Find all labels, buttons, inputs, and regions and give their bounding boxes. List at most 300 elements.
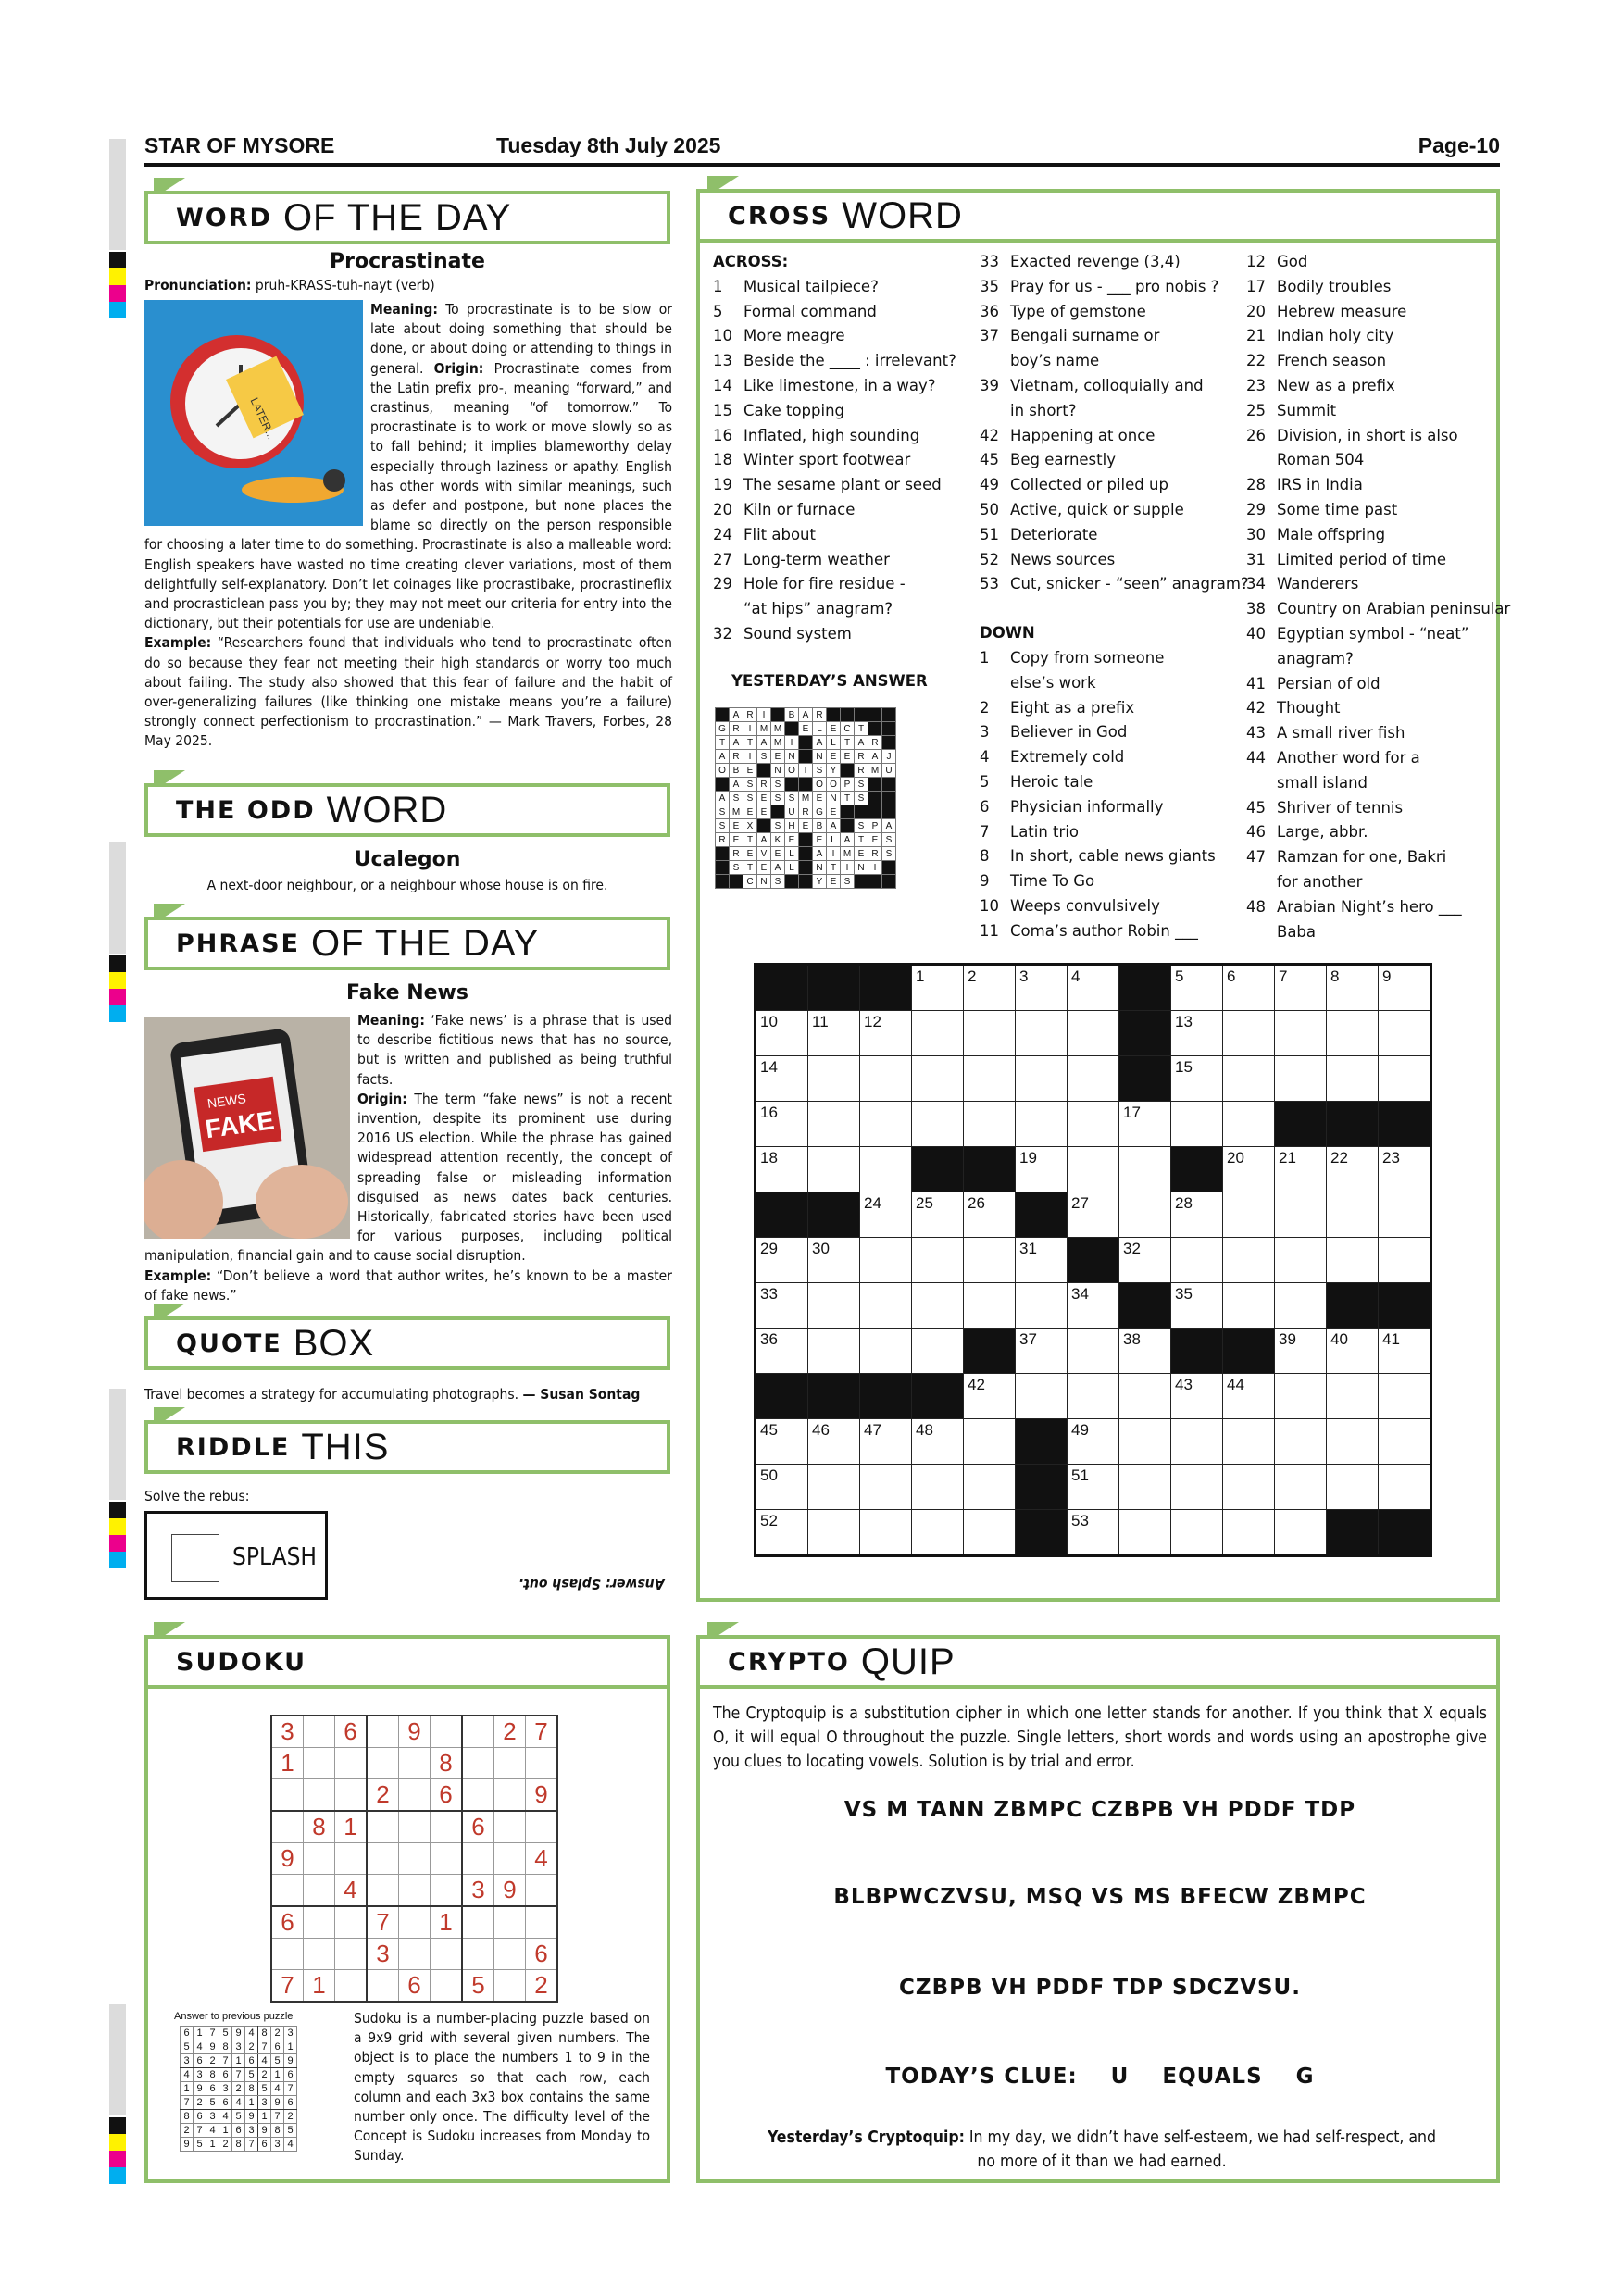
crossword-cell[interactable]	[1223, 1011, 1275, 1056]
crossword-cell[interactable]	[756, 1283, 808, 1329]
sudoku-cell[interactable]: 1	[335, 1811, 368, 1843]
crossword-cell[interactable]	[1327, 1238, 1379, 1283]
sudoku-cell[interactable]: 3	[462, 1875, 494, 1907]
crossword-cell[interactable]	[1171, 1192, 1223, 1238]
crossword-cell[interactable]	[1119, 1465, 1171, 1510]
sudoku-cell[interactable]	[271, 1939, 304, 1970]
clue-item	[1246, 845, 1496, 870]
sudoku-cell[interactable]	[431, 1970, 463, 2003]
crossword-cell[interactable]	[1016, 1329, 1068, 1374]
crossword-cell[interactable]	[964, 1238, 1016, 1283]
sudoku-cell[interactable]	[494, 1779, 526, 1812]
sudoku-cell[interactable]	[367, 1970, 399, 2003]
answer-cell: E	[827, 875, 841, 889]
crossword-cell[interactable]	[1275, 1056, 1327, 1102]
answer-cell: E	[799, 722, 813, 736]
crossword-cell[interactable]	[1275, 1374, 1327, 1419]
clue-text: Cake topping	[743, 401, 845, 419]
sudoku-cell[interactable]	[526, 1875, 558, 1907]
sudoku-cell[interactable]	[335, 1906, 368, 1939]
sudoku-cell[interactable]: 3	[367, 1939, 399, 1970]
answer-cell: X	[743, 819, 757, 833]
sudoku-cell[interactable]	[335, 1779, 368, 1812]
answer-cell: 5	[245, 2068, 258, 2082]
clue-item	[980, 572, 1249, 597]
clue-item	[1246, 696, 1496, 721]
crossword-cell[interactable]	[860, 1238, 912, 1283]
crossword-cell[interactable]	[1068, 1056, 1119, 1102]
crossword-cell[interactable]	[1119, 1147, 1171, 1192]
crossword-cell[interactable]	[1275, 1283, 1327, 1329]
black-square	[808, 1192, 860, 1238]
clue-text: Heroic tale	[1010, 772, 1093, 791]
crossword-cell[interactable]	[1016, 1147, 1068, 1192]
crossword-cell[interactable]	[912, 1510, 964, 1556]
crossword-cell[interactable]	[756, 1011, 808, 1056]
cell-number: 1	[916, 967, 925, 985]
answer-cell: S	[730, 861, 743, 875]
crossword-cell[interactable]	[1379, 1374, 1431, 1419]
cell-number: 38	[1123, 1330, 1141, 1348]
sudoku-cell[interactable]	[271, 1811, 304, 1843]
crossword-cell[interactable]	[1016, 1238, 1068, 1283]
clue-text: else’s work	[1010, 673, 1096, 692]
clue-item	[980, 275, 1239, 300]
crossword-cell[interactable]	[860, 1283, 912, 1329]
clue-item	[713, 597, 963, 622]
sudoku-cell[interactable]	[462, 1748, 494, 1779]
crossword-cell[interactable]	[1275, 1419, 1327, 1465]
crossword-cell[interactable]	[1068, 965, 1119, 1011]
sudoku-cell[interactable]	[399, 1875, 431, 1907]
crossword-cell[interactable]	[1016, 1374, 1068, 1419]
crossword-cell[interactable]	[808, 1465, 860, 1510]
sudoku-cell[interactable]	[399, 1811, 431, 1843]
crossword-cell[interactable]	[912, 965, 964, 1011]
crossword-cell[interactable]	[912, 1192, 964, 1238]
crossword-cell[interactable]	[964, 1102, 1016, 1147]
answer-cell: S	[743, 792, 757, 805]
crossword-cell[interactable]	[1327, 1011, 1379, 1056]
crossword-cell[interactable]	[808, 1419, 860, 1465]
sudoku-cell[interactable]	[304, 1875, 335, 1907]
label: Example:	[144, 634, 212, 652]
sudoku-cell[interactable]: 2	[526, 1970, 558, 2003]
sudoku-cell[interactable]	[526, 1748, 558, 1779]
black-square	[799, 847, 813, 861]
crossword-cell[interactable]	[912, 1329, 964, 1374]
crossword-cell[interactable]	[1223, 1510, 1275, 1556]
crossword-cell[interactable]	[860, 1011, 912, 1056]
crossword-cell[interactable]	[756, 1465, 808, 1510]
sudoku-cell[interactable]: 9	[494, 1875, 526, 1907]
black-square	[860, 1374, 912, 1419]
crossword-cell[interactable]	[912, 1102, 964, 1147]
sudoku-cell[interactable]	[304, 1906, 335, 1939]
sudoku-cell[interactable]	[367, 1843, 399, 1875]
sudoku-cell[interactable]	[399, 1906, 431, 1939]
answer-cell: E	[757, 861, 771, 875]
crossword-cell[interactable]	[808, 1102, 860, 1147]
crossword-cell[interactable]	[1171, 1011, 1223, 1056]
sudoku-cell[interactable]	[462, 1716, 494, 1748]
crossword-cell[interactable]	[860, 1147, 912, 1192]
title-big: OF THE DAY	[282, 196, 512, 238]
answer-cell: N	[827, 792, 841, 805]
sudoku-cell[interactable]	[462, 1906, 494, 1939]
crossword-cell[interactable]	[1327, 1419, 1379, 1465]
sudoku-cell[interactable]: 8	[304, 1811, 335, 1843]
clue-number: 39	[980, 376, 999, 394]
sudoku-cell[interactable]	[304, 1748, 335, 1779]
crossword-cell[interactable]	[964, 1419, 1016, 1465]
crossword-cell[interactable]	[1119, 1102, 1171, 1147]
sudoku-cell[interactable]: 2	[494, 1716, 526, 1748]
clue-item	[980, 646, 1239, 671]
sudoku-cell[interactable]: 6	[462, 1811, 494, 1843]
sudoku-cell[interactable]	[399, 1779, 431, 1812]
answer-cell: N	[785, 750, 799, 764]
crossword-cell[interactable]	[860, 1102, 912, 1147]
sudoku-cell[interactable]	[335, 1970, 368, 2003]
cell-number: 3	[1019, 967, 1029, 985]
crossword-cell[interactable]	[1379, 1329, 1431, 1374]
sudoku-cell[interactable]	[399, 1748, 431, 1779]
answer-cell: G	[813, 805, 827, 819]
answer-cell: Y	[813, 875, 827, 889]
crossword-cell[interactable]	[1379, 1147, 1431, 1192]
sudoku-cell[interactable]	[462, 1779, 494, 1812]
black-square	[882, 736, 896, 750]
crossword-cell[interactable]	[964, 1192, 1016, 1238]
crossword-cell[interactable]	[912, 1056, 964, 1102]
sudoku-cell[interactable]	[431, 1716, 463, 1748]
crossword-cell[interactable]	[860, 1419, 912, 1465]
crossword-cell[interactable]	[1327, 1147, 1379, 1192]
crossword-cell[interactable]	[1171, 1419, 1223, 1465]
sudoku-cell[interactable]	[462, 1843, 494, 1875]
cell-number: 12	[864, 1013, 881, 1030]
black-square	[841, 764, 855, 778]
sudoku-cell[interactable]	[431, 1875, 463, 1907]
sudoku-cell[interactable]: 2	[367, 1779, 399, 1812]
sudoku-cell[interactable]	[399, 1843, 431, 1875]
sudoku-cell[interactable]	[335, 1939, 368, 1970]
sudoku-cell[interactable]	[494, 1843, 526, 1875]
clue-text: Wanderers	[1277, 575, 1359, 593]
clue-item	[713, 374, 963, 399]
answer-cell: 8	[271, 2124, 284, 2138]
crossword-cell[interactable]	[860, 1465, 912, 1510]
crossword-cell[interactable]	[1068, 1465, 1119, 1510]
rebus-square	[171, 1534, 219, 1582]
crossword-cell[interactable]	[860, 1192, 912, 1238]
sudoku-cell[interactable]	[462, 1939, 494, 1970]
crossword-cell[interactable]	[1327, 1056, 1379, 1102]
sudoku-grid[interactable]	[270, 1715, 558, 2003]
black-square	[1016, 1465, 1068, 1510]
crossword-cell[interactable]	[1016, 1102, 1068, 1147]
crossword-cell[interactable]	[1119, 1510, 1171, 1556]
clue-item	[1246, 473, 1496, 498]
crossword-grid[interactable]	[754, 963, 1432, 1557]
sudoku-cell[interactable]: 7	[367, 1906, 399, 1939]
answer-cell: Y	[827, 764, 841, 778]
label: Pronunciation:	[144, 277, 252, 293]
crossword-cell[interactable]	[1068, 1283, 1119, 1329]
sudoku-cell[interactable]	[494, 1906, 526, 1939]
answer-cell: 9	[206, 2040, 219, 2054]
crossword-cell[interactable]	[756, 1238, 808, 1283]
crossword-cell[interactable]	[808, 1056, 860, 1102]
sudoku-cell[interactable]	[335, 1843, 368, 1875]
cell-number: 5	[1175, 967, 1184, 985]
crossword-cell[interactable]	[1327, 965, 1379, 1011]
crossword-cell[interactable]	[1119, 1374, 1171, 1419]
clue-text: Vietnam, colloquially and	[1010, 376, 1204, 394]
crossword-cell[interactable]	[912, 1419, 964, 1465]
sudoku-cell[interactable]	[304, 1779, 335, 1812]
crossword-cell[interactable]	[808, 1011, 860, 1056]
sudoku-cell[interactable]	[494, 1939, 526, 1970]
crossword-cell[interactable]	[1275, 1238, 1327, 1283]
clue-number: 23	[1246, 376, 1266, 394]
crossword-cell[interactable]	[1068, 1374, 1119, 1419]
crossword-cell[interactable]	[860, 1329, 912, 1374]
answer-cell: S	[855, 778, 868, 792]
crossword-cell[interactable]	[1275, 1192, 1327, 1238]
crossword-cell[interactable]	[1275, 1510, 1327, 1556]
cell-number: 29	[760, 1240, 778, 1257]
clue-item	[1246, 721, 1496, 746]
sudoku-cell[interactable]	[304, 1939, 335, 1970]
clue-text: Exacted revenge (3,4)	[1010, 253, 1181, 270]
sudoku-cell[interactable]	[526, 1811, 558, 1843]
clue-number: 20	[1246, 302, 1266, 320]
cell-number: 37	[1019, 1330, 1037, 1348]
crossword-cell[interactable]	[1275, 965, 1327, 1011]
crossword-cell[interactable]	[1171, 1510, 1223, 1556]
black-square	[757, 819, 771, 833]
crossword-cell[interactable]	[1223, 1192, 1275, 1238]
sudoku-cell[interactable]	[431, 1811, 463, 1843]
crossword-cell[interactable]	[964, 1056, 1016, 1102]
sudoku-cell[interactable]: 1	[431, 1906, 463, 1939]
sudoku-cell[interactable]: 9	[271, 1843, 304, 1875]
crossword-cell[interactable]	[1275, 1465, 1327, 1510]
crossword-cell[interactable]	[1379, 965, 1431, 1011]
crossword-cell[interactable]	[808, 1510, 860, 1556]
answer-cell: 5	[232, 2110, 245, 2124]
crossword-cell[interactable]	[1068, 1419, 1119, 1465]
crossword-cell[interactable]	[1171, 1102, 1223, 1147]
crossword-cell[interactable]	[1119, 1419, 1171, 1465]
crossword-cell[interactable]	[1119, 1238, 1171, 1283]
crossword-cell[interactable]	[1327, 1329, 1379, 1374]
crossword-cell[interactable]	[1223, 1238, 1275, 1283]
crossword-cell[interactable]	[1275, 1329, 1327, 1374]
sudoku-cell[interactable]: 6	[335, 1716, 368, 1748]
crossword-cell[interactable]	[1171, 1465, 1223, 1510]
sudoku-cell[interactable]	[304, 1843, 335, 1875]
swatch-black	[109, 2117, 126, 2134]
answer-cell: R	[799, 805, 813, 819]
quote-author: — Susan Sontag	[522, 1386, 641, 1403]
answer-cell: I	[868, 861, 882, 875]
crossword-cell[interactable]	[1171, 965, 1223, 1011]
sudoku-cell[interactable]: 6	[526, 1939, 558, 1970]
sudoku-cell[interactable]: 4	[335, 1875, 368, 1907]
crossword-cell[interactable]	[964, 1465, 1016, 1510]
page-number: Page-10	[1418, 133, 1500, 157]
crossword-cell[interactable]	[1275, 1147, 1327, 1192]
answer-cell: T	[855, 833, 868, 847]
crossword-cell[interactable]	[1068, 1510, 1119, 1556]
crossword-cell[interactable]	[756, 1419, 808, 1465]
sudoku-cell[interactable]: 3	[271, 1716, 304, 1748]
crossword-cell[interactable]	[912, 1011, 964, 1056]
sudoku-cell[interactable]	[431, 1939, 463, 1970]
crossword-cell[interactable]	[1068, 1147, 1119, 1192]
black-square	[964, 1147, 1016, 1192]
sudoku-cell[interactable]	[367, 1811, 399, 1843]
crossword-cell[interactable]	[1223, 1147, 1275, 1192]
crossword-cell[interactable]	[1068, 1011, 1119, 1056]
crossword-cell[interactable]	[1016, 1011, 1068, 1056]
answer-cell: U	[882, 764, 896, 778]
cell-number: 9	[1382, 967, 1392, 985]
crossword-cell[interactable]	[808, 1238, 860, 1283]
answer-cell: 5	[271, 2054, 284, 2068]
crossword-cell[interactable]	[1016, 1283, 1068, 1329]
sudoku-cell[interactable]	[367, 1748, 399, 1779]
sudoku-cell[interactable]: 4	[526, 1843, 558, 1875]
answer-cell: 9	[284, 2054, 297, 2068]
clue-item	[713, 498, 963, 523]
crossword-cell[interactable]	[756, 1329, 808, 1374]
crossword-cell[interactable]	[1171, 1374, 1223, 1419]
crossword-cell[interactable]	[1016, 1056, 1068, 1102]
sudoku-cell[interactable]: 6	[399, 1970, 431, 2003]
crossword-cell[interactable]	[756, 1510, 808, 1556]
sudoku-cell[interactable]	[494, 1970, 526, 2003]
crossword-cell[interactable]	[964, 965, 1016, 1011]
sudoku-cell[interactable]	[494, 1748, 526, 1779]
clue-item	[713, 300, 963, 325]
crossword-cell[interactable]	[1223, 1102, 1275, 1147]
crossword-cell[interactable]	[964, 1283, 1016, 1329]
crossword-cell[interactable]	[964, 1510, 1016, 1556]
sudoku-cell[interactable]	[304, 1716, 335, 1748]
crossword-cell[interactable]	[1223, 1056, 1275, 1102]
crossword-cell[interactable]	[1327, 1192, 1379, 1238]
sudoku-cell[interactable]: 6	[431, 1779, 463, 1812]
crossword-cell[interactable]	[1379, 1465, 1431, 1510]
crossword-cell[interactable]	[1171, 1238, 1223, 1283]
sudoku-cell[interactable]: 1	[304, 1970, 335, 2003]
crossword-cell[interactable]	[912, 1465, 964, 1510]
sudoku-cell[interactable]: 5	[462, 1970, 494, 2003]
sudoku-cell[interactable]	[367, 1875, 399, 1907]
crossword-cell[interactable]	[860, 1510, 912, 1556]
crossword-cell[interactable]	[808, 1329, 860, 1374]
clue-number: 10	[713, 327, 732, 345]
sudoku-cell[interactable]	[367, 1716, 399, 1748]
crossword-cell[interactable]	[1223, 1419, 1275, 1465]
crossword-cell[interactable]	[756, 1147, 808, 1192]
sudoku-cell[interactable]: 7	[526, 1716, 558, 1748]
crossword-cell[interactable]	[912, 1283, 964, 1329]
sudoku-cell[interactable]: 7	[271, 1970, 304, 2003]
crossword-cell[interactable]	[1171, 1283, 1223, 1329]
crossword-cell[interactable]	[1223, 965, 1275, 1011]
clue-text: Hole for fire residue -	[743, 575, 906, 593]
clue-item	[713, 349, 963, 374]
crossword-cell[interactable]	[1068, 1102, 1119, 1147]
crossword-cell[interactable]	[1068, 1329, 1119, 1374]
crossword-cell[interactable]	[912, 1238, 964, 1283]
sudoku-cell[interactable]	[335, 1748, 368, 1779]
crossword-cell[interactable]	[1379, 1192, 1431, 1238]
answer-cell: 2	[245, 2040, 258, 2054]
sign-text: LATER...	[247, 395, 279, 442]
crossword-cell[interactable]	[808, 1283, 860, 1329]
crossword-cell[interactable]	[964, 1374, 1016, 1419]
sudoku-cell[interactable]	[399, 1939, 431, 1970]
crossword-cell[interactable]	[1379, 1011, 1431, 1056]
crossword-cell[interactable]	[1068, 1192, 1119, 1238]
crossword-cell[interactable]	[1223, 1283, 1275, 1329]
title-small: THE ODD	[176, 795, 316, 825]
clue-text: Limited period of time	[1277, 550, 1447, 568]
sudoku-cell[interactable]: 8	[431, 1748, 463, 1779]
clue-number: 24	[713, 525, 732, 543]
crossword-cell[interactable]	[1379, 1419, 1431, 1465]
crossword-cell[interactable]	[964, 1011, 1016, 1056]
sudoku-cell[interactable]	[271, 1875, 304, 1907]
crossword-cell[interactable]	[808, 1147, 860, 1192]
sudoku-cell[interactable]: 9	[526, 1779, 558, 1812]
crossword-cell[interactable]	[1327, 1374, 1379, 1419]
crossword-cell[interactable]	[756, 1102, 808, 1147]
down-heading: DOWN	[980, 624, 1035, 643]
sudoku-cell[interactable]: 9	[399, 1716, 431, 1748]
sudoku-cell[interactable]	[431, 1843, 463, 1875]
crossword-cell[interactable]	[1119, 1192, 1171, 1238]
crossword-cell[interactable]	[1275, 1011, 1327, 1056]
crossword-cell[interactable]	[1016, 965, 1068, 1011]
crossword-cell[interactable]	[1223, 1465, 1275, 1510]
sudoku-cell[interactable]	[494, 1811, 526, 1843]
answer-cell: 3	[271, 2138, 284, 2152]
crossword-cell[interactable]	[1327, 1465, 1379, 1510]
answer-cell: 4	[258, 2054, 271, 2068]
sudoku-cell[interactable]: 1	[271, 1748, 304, 1779]
crossword-cell[interactable]	[756, 1056, 808, 1102]
crossword-cell[interactable]	[1223, 1374, 1275, 1419]
answer-cell: 4	[206, 2124, 219, 2138]
answer-cell: 6	[245, 2054, 258, 2068]
sudoku-cell[interactable]	[271, 1779, 304, 1812]
crossword-cell[interactable]	[1379, 1056, 1431, 1102]
crossword-cell[interactable]	[860, 1056, 912, 1102]
crossword-cell[interactable]	[1119, 1329, 1171, 1374]
crossword-cell[interactable]	[1171, 1056, 1223, 1102]
crossword-cell[interactable]	[1379, 1238, 1431, 1283]
title-small: CRYPTO	[728, 1647, 850, 1677]
sudoku-cell[interactable]: 6	[271, 1906, 304, 1939]
sudoku-cell[interactable]	[526, 1906, 558, 1939]
